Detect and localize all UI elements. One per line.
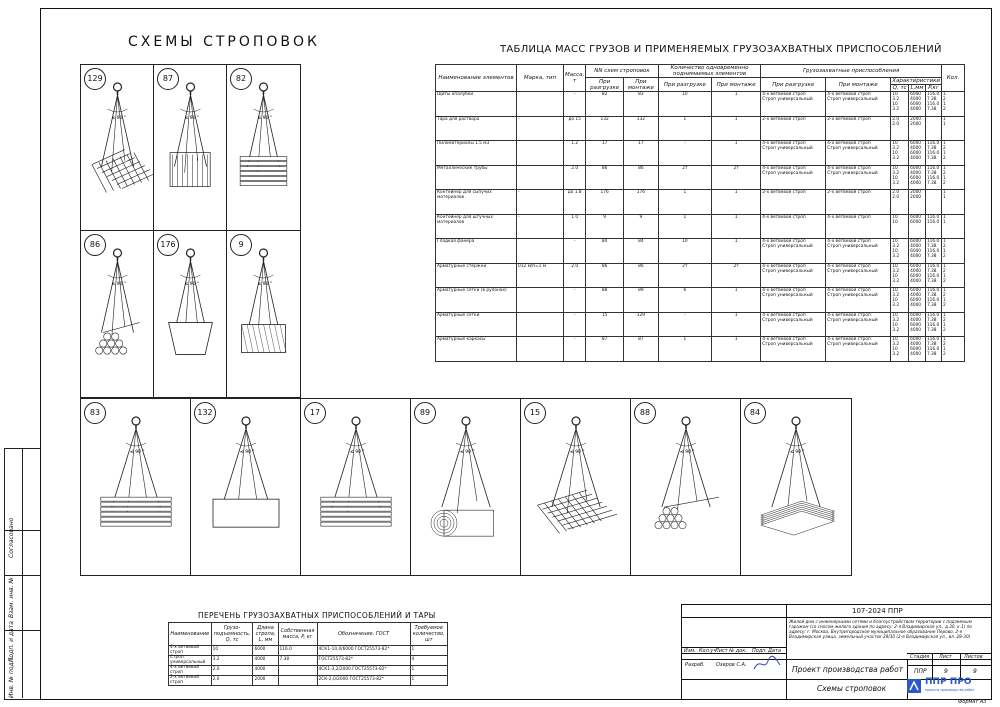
cell-d1: 4-х ветвевой строп Строп универсальный xyxy=(761,312,826,337)
device-list-header: Грузо- подъемность, Q, тс xyxy=(211,623,253,646)
sling-drawing xyxy=(81,65,154,231)
stamp-col-label: Дата xyxy=(768,648,781,654)
cell-pv xyxy=(925,190,941,215)
cell-mass: - xyxy=(564,92,586,117)
scheme-17 xyxy=(300,398,412,576)
cell-s2: 86 xyxy=(624,263,659,288)
cell-name: Контейнер для сыпучих материалов xyxy=(436,190,517,215)
cell-qv: 10 3.2 10 3.2 xyxy=(891,312,909,337)
scheme-number: 88 xyxy=(634,402,656,424)
cell-mass: 2.0 xyxy=(564,165,586,190)
cell-q1: 10 xyxy=(658,92,711,117)
cell-d1: 4-х ветвевой строп Строп универсальный xyxy=(761,263,826,288)
cell-name: Контейнер для штучных материалов xyxy=(436,214,517,239)
angle-label: ≤ 90 ° xyxy=(184,116,200,121)
logo-text: ППР ПРО xyxy=(925,677,972,687)
cell-s1: 86 xyxy=(586,165,624,190)
side-label-vzam: Взам. инв. № xyxy=(8,577,15,618)
angle-label: ≤ 90 ° xyxy=(460,450,475,455)
cell-s1: 88 xyxy=(586,288,624,313)
cell-mark xyxy=(517,165,564,190)
stamp-stage-label: Стадия xyxy=(910,654,930,660)
angle-label: ≤ 90 ° xyxy=(570,450,585,455)
sling-drawing xyxy=(227,65,300,231)
device-list-header: Наименование xyxy=(169,623,212,646)
device-list-title: ПЕРЕЧЕНЬ ГРУЗОЗАХВАТНЫХ ПРИСПОСОБЛЕНИЙ И ТАРЫ xyxy=(198,611,436,620)
scheme-89 xyxy=(410,398,522,576)
logo-sub: проекты производства работ xyxy=(925,688,975,692)
cell-c: 1 2 1 2 xyxy=(942,141,965,166)
cell-mass: - xyxy=(564,337,586,362)
stamp-col-label: Подп. xyxy=(752,648,768,654)
cell-mark xyxy=(517,288,564,313)
stamp-sheets-label: Листов xyxy=(964,654,983,660)
cell-mark xyxy=(517,239,564,264)
stamp-description: Жилой дом с инженерными сетями и благоустройством территории с подземным гаражом (со сносом жилого здания по адресу: 2-я Владимирская ул., д.30, к.1) по адресу: г. Москва, Внутригородское муниципальное образование Перово, 2-я Владимирская улица, земельный участок 28/30 (2-я Владимирская ул., вл. 28-30) xyxy=(789,619,972,639)
cell-c: 1 2 1 2 xyxy=(942,92,965,117)
cell-c: 1 1 xyxy=(942,214,965,239)
device-list-cell: 2-х ветвевой строп xyxy=(169,676,212,686)
th-mass: Масса, т xyxy=(564,65,586,92)
cell-s1: 86 xyxy=(586,263,624,288)
cell-lv: 6000 4000 6000 4000 xyxy=(909,263,926,288)
cell-qv: 10 3.2 10 3.2 xyxy=(891,165,909,190)
cell-lv: 6000 4000 6000 4000 xyxy=(909,141,926,166)
cell-name: Тара для раствора xyxy=(436,116,517,141)
cell-s2: 89 xyxy=(624,288,659,313)
cell-pv: 116.0 7.38 116.0 7.38 xyxy=(925,288,941,313)
stamp-col-label: Изм. xyxy=(684,648,696,654)
cell-c: 1 2 1 2 xyxy=(942,263,965,288)
device-list-cell: Строп универсальный xyxy=(169,656,212,666)
cell-s1: 84 xyxy=(586,239,624,264)
cell-c: 1 2 1 2 xyxy=(942,165,965,190)
sling-drawing xyxy=(227,231,300,397)
cell-q2: 1 xyxy=(712,92,761,117)
device-list-cell: 3.2 xyxy=(211,656,253,666)
stamp-stage: ППР xyxy=(914,668,927,675)
cell-q2: 2т xyxy=(712,263,761,288)
cell-q1: 1 xyxy=(658,337,711,362)
cell-s1: 17 xyxy=(586,141,624,166)
angle-label: ≤ 90 ° xyxy=(790,450,805,455)
cell-name: Металлические трубы xyxy=(436,165,517,190)
cell-q1: 6 xyxy=(658,288,711,313)
scheme-84 xyxy=(740,398,852,576)
device-list-cell: 6000 xyxy=(253,646,278,656)
stamp-sheet-label: Лист xyxy=(939,654,952,660)
cell-q2: 1 xyxy=(712,312,761,337)
cell-s2: 84 xyxy=(624,239,659,264)
cell-d2: 4-х ветвевой строп Строп универсальный xyxy=(826,141,891,166)
scheme-number: 84 xyxy=(744,402,766,424)
scheme-number: 9 xyxy=(230,234,252,256)
table-row xyxy=(436,312,965,337)
sling-drawing xyxy=(301,399,411,575)
table-row xyxy=(436,165,965,190)
sling-drawing xyxy=(154,65,227,231)
device-list-row xyxy=(169,656,448,666)
cell-q2: 1 xyxy=(712,116,761,141)
th-q: Q, тс xyxy=(892,85,907,91)
cell-c: 1 2 1 2 xyxy=(942,312,965,337)
cell-lv: 6000 4000 6000 4000 xyxy=(909,288,926,313)
cell-q1: 10 xyxy=(658,239,711,264)
cell-mass: - xyxy=(564,239,586,264)
cell-c: 1 2 1 2 xyxy=(942,337,965,362)
cell-d1: 4-х ветвевой строп Строп универсальный xyxy=(761,288,826,313)
table-row xyxy=(436,263,965,288)
cell-lv: 6000 4000 6000 4000 xyxy=(909,337,926,362)
device-list-table xyxy=(168,622,448,686)
cell-s1: 176 xyxy=(586,190,624,215)
cell-lv: 2000 2000 xyxy=(909,190,926,215)
scheme-number: 17 xyxy=(304,402,326,424)
cell-mark xyxy=(517,141,564,166)
sling-drawing xyxy=(191,399,301,575)
th-chars: Характеристики xyxy=(892,78,940,84)
table-row xyxy=(436,214,965,239)
cell-c: 1 2 1 2 xyxy=(942,239,965,264)
table-row xyxy=(436,239,965,264)
stamp-col-label: № док. xyxy=(729,648,747,654)
scheme-82 xyxy=(226,64,301,232)
device-list-cell: 116.0 xyxy=(278,646,317,656)
device-list-cell: 4-х ветвевой строп xyxy=(169,666,212,676)
cell-d2: 4-х ветвевой строп Строп универсальный xyxy=(826,92,891,117)
cell-s2: 132 xyxy=(624,116,659,141)
cell-d2: 4-х ветвевой строп Строп универсальный xyxy=(826,288,891,313)
angle-label: ≤ 90 ° xyxy=(257,116,273,121)
table-row xyxy=(436,337,965,362)
cell-mark xyxy=(517,337,564,362)
scheme-132 xyxy=(190,398,302,576)
cell-lv: 6000 4000 6000 4000 xyxy=(909,165,926,190)
cell-q2: 1 xyxy=(712,190,761,215)
cell-s1: 87 xyxy=(586,337,624,362)
device-list-cell xyxy=(278,666,317,676)
device-list-header: Требуемое количество, шт xyxy=(410,623,447,646)
cell-q1: - xyxy=(658,141,711,166)
cell-pv: 116.0 7.38 116.0 7.38 xyxy=(925,337,941,362)
cell-c: 1 1 xyxy=(942,190,965,215)
device-list-cell: 4СК1-10,0/6000 ГОСТ25573-82* xyxy=(317,646,410,656)
cell-d1: 4-х ветвевой строп Строп универсальный xyxy=(761,165,826,190)
cell-mark: - xyxy=(517,116,564,141)
side-label-soglasovano: Согласовано xyxy=(8,517,15,558)
cell-s2: 176 xyxy=(624,190,659,215)
cell-s2: 87 xyxy=(624,337,659,362)
cell-s2: 83 xyxy=(624,92,659,117)
cell-mass: до 1.8 xyxy=(564,190,586,215)
scheme-86 xyxy=(80,230,155,398)
sling-drawing xyxy=(521,399,631,575)
cell-name: Арматурные сетки (в рулонах) xyxy=(436,288,517,313)
table-row xyxy=(436,288,965,313)
loads-table xyxy=(435,64,965,362)
scheme-87 xyxy=(153,64,228,232)
device-list-cell: 2000 xyxy=(253,676,278,686)
sling-drawing xyxy=(741,399,851,575)
cell-mark: - xyxy=(517,214,564,239)
scheme-number: 86 xyxy=(84,234,106,256)
cell-qv: 10 3.2 10 3.2 xyxy=(891,337,909,362)
scheme-15 xyxy=(520,398,632,576)
table-row xyxy=(436,116,965,141)
device-list-cell: 4000 xyxy=(253,666,278,676)
logo xyxy=(906,676,986,696)
device-list-cell: 2СК-2,0/2000 ГОСТ25573-82* xyxy=(317,676,410,686)
cell-pv: 116.0 7.38 116.0 7.38 xyxy=(925,92,941,117)
th-count: Кол. xyxy=(942,65,965,92)
cell-mass: 1.2 xyxy=(564,141,586,166)
device-list-cell: 1 xyxy=(410,646,447,656)
device-list-header: Собственная масса, P, кг xyxy=(278,623,317,646)
device-list-header: Длина стропа, L, мм xyxy=(253,623,278,646)
device-list-header: Обозначение, ГОСТ xyxy=(317,623,410,646)
side-label-podp: Подп. и дата xyxy=(8,621,15,662)
device-list-cell: 4-х ветвевой строп xyxy=(169,646,212,656)
device-list-cell: 1 xyxy=(410,666,447,676)
stamp-author: Озеров С.А. xyxy=(716,662,747,668)
page-title: СХЕМЫ СТРОПОВОК xyxy=(128,34,320,50)
scheme-number: 82 xyxy=(230,68,252,90)
device-list-cell: ГОСТ25573-82* xyxy=(317,656,410,666)
angle-label: ≤ 90 ° xyxy=(240,450,255,455)
cell-qv: 10 3.2 10 3.2 xyxy=(891,92,909,117)
cell-s2: 9 xyxy=(624,214,659,239)
cell-d1: 4-х ветвевой строп xyxy=(761,214,826,239)
cell-qv: 10 3.2 10 3.2 xyxy=(891,239,909,264)
cell-mark xyxy=(517,312,564,337)
cell-d1: 4-х ветвевой строп Строп универсальный xyxy=(761,337,826,362)
cell-pv: 116.0 7.38 116.0 7.38 xyxy=(925,239,941,264)
cell-qv: 2.0 2.0 xyxy=(891,190,909,215)
cell-qv: 10 10 xyxy=(891,214,909,239)
cell-mass: 2.0 xyxy=(564,263,586,288)
sling-drawing xyxy=(154,231,227,397)
cell-s1: 132 xyxy=(586,116,624,141)
scheme-129 xyxy=(80,64,155,232)
cell-s1: 15 xyxy=(586,312,624,337)
th-mark: Марка, тип xyxy=(517,65,564,92)
cell-q2: 1 xyxy=(712,239,761,264)
cell-qv: 10 3.2 10 3.2 xyxy=(891,263,909,288)
sling-drawing xyxy=(631,399,741,575)
scheme-88 xyxy=(630,398,742,576)
cell-pv xyxy=(925,116,941,141)
cell-lv: 6000 6000 xyxy=(909,214,926,239)
cell-pv: 116.0 116.0 xyxy=(925,214,941,239)
th-devices: Грузозахватные приспособления xyxy=(761,65,942,78)
cell-d1: 2-х ветвевой строп xyxy=(761,190,826,215)
th-schemes: NN схем строповок xyxy=(586,65,658,78)
cell-s1: 9 xyxy=(586,214,624,239)
device-list-row xyxy=(169,666,448,676)
stamp-col-label: Лист xyxy=(715,648,728,654)
device-list-cell: 1 xyxy=(410,676,447,686)
side-label-inv: Инв. № подл. xyxy=(8,656,15,698)
cell-d1: 2-х ветвевой строп xyxy=(761,116,826,141)
cell-mass: 1.0 xyxy=(564,214,586,239)
device-list-cell: 2.0 xyxy=(211,676,253,686)
th-p: P,кг xyxy=(925,85,941,92)
cell-d1: 4-х ветвевой строп Строп универсальный xyxy=(761,239,826,264)
cell-mark: - xyxy=(517,190,564,215)
cell-lv: 2000 2000 xyxy=(909,116,926,141)
device-list-cell: 4000 xyxy=(253,656,278,666)
cell-s2: 86 xyxy=(624,165,659,190)
device-list-cell xyxy=(278,676,317,686)
th-s-unload: При разгрузке xyxy=(586,78,624,92)
angle-label: ≤ 90 ° xyxy=(111,116,127,121)
device-list-row xyxy=(169,646,448,656)
scheme-number: 87 xyxy=(157,68,179,90)
cell-lv: 6000 4000 6000 4000 xyxy=(909,92,926,117)
cell-d2: 2-х ветвевой строп xyxy=(826,190,891,215)
cell-d2: 2-х ветвевой строп xyxy=(826,116,891,141)
stamp-code: 107-2024 ППР xyxy=(852,607,903,615)
table-title: ТАБЛИЦА МАСС ГРУЗОВ И ПРИМЕНЯЕМЫХ ГРУЗОЗАХВАТНЫХ ПРИСПОСОБЛЕНИЙ xyxy=(500,44,942,55)
cell-q2: 1 xyxy=(712,337,761,362)
signature xyxy=(752,655,782,673)
device-list-cell: 10 xyxy=(211,646,253,656)
scheme-9 xyxy=(226,230,301,398)
cell-qv: 10 3.2 10 3.2 xyxy=(891,288,909,313)
device-list-cell: 4 xyxy=(410,656,447,666)
th-q-unload: При разгрузке xyxy=(658,78,711,92)
table-row xyxy=(436,92,965,117)
cell-lv: 6000 4000 6000 4000 xyxy=(909,312,926,337)
cell-q2: 1 xyxy=(712,214,761,239)
logo-icon xyxy=(906,678,922,694)
scheme-number: 15 xyxy=(524,402,546,424)
angle-label: ≤ 90 ° xyxy=(350,450,365,455)
cell-pv: 116.0 7.38 116.0 7.38 xyxy=(925,312,941,337)
cell-d2: 4-х ветвевой строп Строп универсальный xyxy=(826,239,891,264)
table-row xyxy=(436,141,965,166)
cell-d2: 4-х ветвевой строп Строп универсальный xyxy=(826,337,891,362)
stamp-razrab: Разраб. xyxy=(685,662,705,668)
cell-d2: 4-х ветвевой строп Строп универсальный xyxy=(826,263,891,288)
cell-q1: 1 xyxy=(658,190,711,215)
cell-pv: 116.0 7.38 116.0 7.38 xyxy=(925,141,941,166)
cell-name: Гладкая фанера xyxy=(436,239,517,264)
cell-qv: 10 3.2 10 3.2 xyxy=(891,141,909,166)
stamp-sheets: 9 xyxy=(973,668,977,675)
sling-drawing xyxy=(81,231,154,397)
angle-label: ≤ 90 ° xyxy=(184,282,200,287)
angle-label: ≤ 90 ° xyxy=(257,282,273,287)
cell-mass: - xyxy=(564,312,586,337)
cell-qv: 2.0 2.0 xyxy=(891,116,909,141)
device-list-row xyxy=(169,676,448,686)
cell-q2: 1 xyxy=(712,141,761,166)
cell-name: Щиты опалубки xyxy=(436,92,517,117)
angle-label: ≤ 90 ° xyxy=(111,282,127,287)
cell-s2: 17 xyxy=(624,141,659,166)
cell-q1: - xyxy=(658,312,711,337)
th-d-mount: При монтаже xyxy=(826,78,891,92)
cell-q1: 1 xyxy=(658,214,711,239)
cell-mass: до 15 xyxy=(564,116,586,141)
cell-d2: 4-х ветвевой строп xyxy=(826,214,891,239)
cell-q2: 2т xyxy=(712,165,761,190)
cell-name: Арматурные каркасы xyxy=(436,337,517,362)
stamp-sheet-name: Схемы строповок xyxy=(817,684,887,693)
cell-mass: - xyxy=(564,288,586,313)
cell-d1: 4-х ветвевой строп Строп универсальный xyxy=(761,92,826,117)
angle-label: ≤ 90 ° xyxy=(130,450,145,455)
cell-q1: 1 xyxy=(658,116,711,141)
cell-mark xyxy=(517,92,564,117)
th-d-unload: При разгрузке xyxy=(761,78,826,92)
cell-d1: 4-х ветвевой строп Строп универсальный xyxy=(761,141,826,166)
scheme-number: 129 xyxy=(84,68,106,90)
scheme-number: 176 xyxy=(157,234,179,256)
th-qty: Количество одновременно поднимаемых элементов xyxy=(658,65,761,78)
stamp-col-label: Кол.уч xyxy=(699,648,717,654)
cell-d2: 4-х ветвевой строп Строп универсальный xyxy=(826,165,891,190)
cell-c: 1 2 1 2 xyxy=(942,288,965,313)
cell-lv: 6000 4000 6000 4000 xyxy=(909,239,926,264)
cell-q2: 1 xyxy=(712,288,761,313)
cell-pv: 116.0 7.38 116.0 7.38 xyxy=(925,263,941,288)
scheme-176 xyxy=(153,230,228,398)
device-list-cell: 4СК1-3,2/2000 ГОСТ25573-82* xyxy=(317,666,410,676)
cell-d2: 4-х ветвевой строп Строп универсальный xyxy=(826,312,891,337)
th-l: L,мм xyxy=(910,85,924,91)
angle-label: ≤ 90 ° xyxy=(680,450,695,455)
format-label: Формат А3 xyxy=(958,699,987,705)
th-q-mount: При монтаже xyxy=(712,78,761,92)
stamp-project: Проект производства работ xyxy=(792,665,904,674)
scheme-number: 89 xyxy=(414,402,436,424)
cell-q1: 2т xyxy=(658,165,711,190)
scheme-number: 83 xyxy=(84,402,106,424)
table-row xyxy=(436,190,965,215)
cell-q1: 2т xyxy=(658,263,711,288)
device-list-cell: 2.0 xyxy=(211,666,253,676)
cell-s1: 82 xyxy=(586,92,624,117)
cell-name: Арматурные стержни xyxy=(436,263,517,288)
cell-name: Пиломатериалы 1.5 м3 xyxy=(436,141,517,166)
cell-mark: 012 м/п=1 м xyxy=(517,263,564,288)
th-name: Наименование элементов xyxy=(436,65,517,92)
cell-c: 1 1 xyxy=(942,116,965,141)
device-list-cell: 7.38 xyxy=(278,656,317,666)
sling-drawing xyxy=(81,399,191,575)
cell-pv: 116.0 7.38 116.0 7.38 xyxy=(925,165,941,190)
stamp-sheet: 9 xyxy=(944,668,948,675)
scheme-number: 132 xyxy=(194,402,216,424)
sling-drawing xyxy=(411,399,521,575)
cell-s2: 129 xyxy=(624,312,659,337)
scheme-83 xyxy=(80,398,192,576)
cell-name: Арматурные сетки xyxy=(436,312,517,337)
th-s-mount: При монтаже xyxy=(624,78,659,92)
